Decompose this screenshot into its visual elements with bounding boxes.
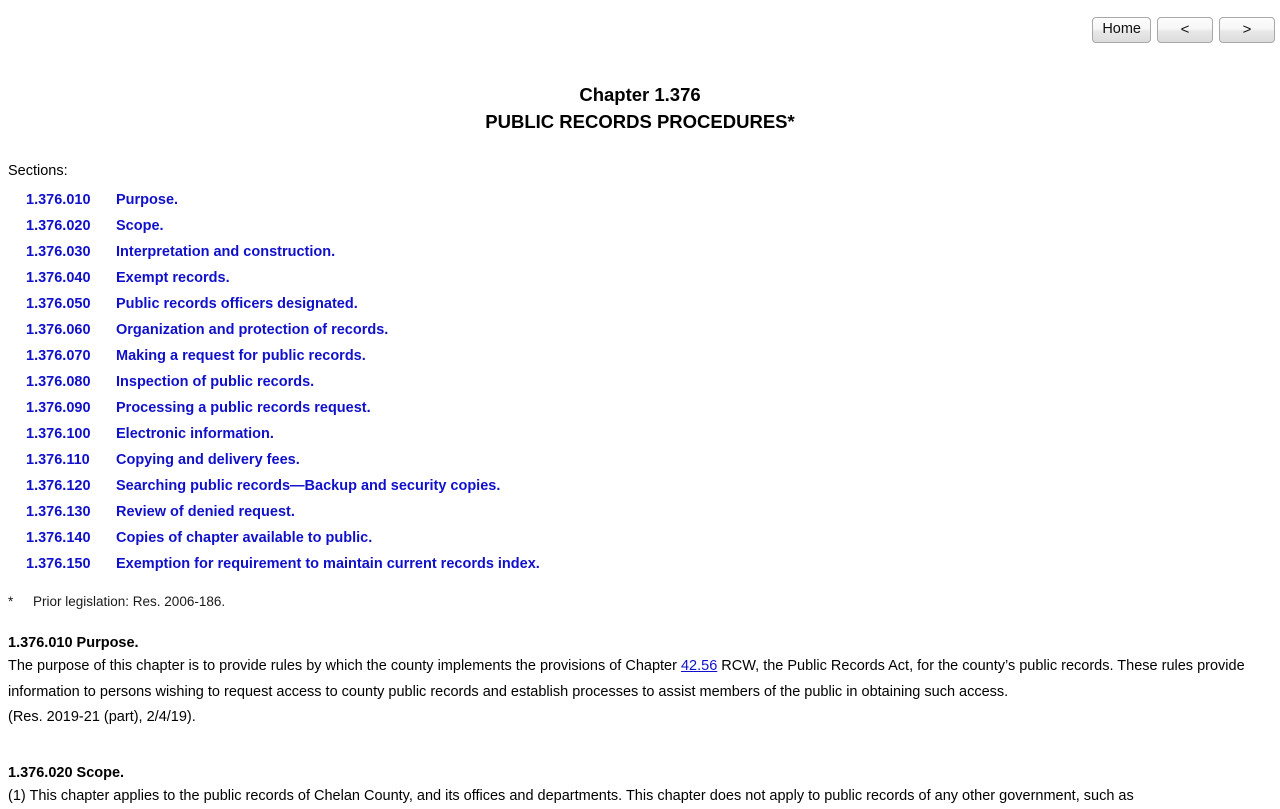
section-citation-1-376-010: (Res. 2019-21 (part), 2/4/19). <box>8 705 1272 731</box>
toc-number-link[interactable]: 1.376.130 <box>26 499 116 525</box>
paragraph-text-before-link: The purpose of this chapter is to provide rules by which the county implements the provisions of Chapter <box>8 658 681 674</box>
toc-number-link[interactable]: 1.376.030 <box>26 239 116 265</box>
toc-title-link[interactable]: Interpretation and construction. <box>116 239 335 265</box>
section-heading-1-376-010: 1.376.010 Purpose. <box>8 633 1272 654</box>
toc-number-link[interactable]: 1.376.120 <box>26 473 116 499</box>
toc-number-link[interactable]: 1.376.100 <box>26 421 116 447</box>
toc-row <box>8 317 1272 343</box>
toc-title-link[interactable]: Scope. <box>116 213 164 239</box>
toc-title-link[interactable]: Purpose. <box>116 187 178 213</box>
footnote <box>8 592 1272 611</box>
toc-title-link[interactable]: Exempt records. <box>116 265 230 291</box>
toc-number-link[interactable]: 1.376.050 <box>26 291 116 317</box>
toc-row <box>8 369 1272 395</box>
toc-title-link[interactable]: Organization and protection of records. <box>116 317 388 343</box>
toc-title-link[interactable]: Public records officers designated. <box>116 291 358 317</box>
toc-number-link[interactable]: 1.376.070 <box>26 343 116 369</box>
section-heading-1-376-020: 1.376.020 Scope. <box>8 763 1272 784</box>
footnote-marker: * <box>8 592 33 611</box>
sections-label: Sections: <box>8 162 1272 181</box>
section-paragraph-1-376-010 <box>8 654 1272 705</box>
chapter-number-title: Chapter 1.376 <box>0 82 1280 109</box>
top-navigation-bar <box>1092 17 1275 43</box>
toc-number-link[interactable]: 1.376.040 <box>26 265 116 291</box>
toc-row <box>8 447 1272 473</box>
document-title-block <box>0 82 1280 135</box>
toc-row <box>8 239 1272 265</box>
home-button[interactable]: Home <box>1092 17 1151 43</box>
toc-number-link[interactable]: 1.376.060 <box>26 317 116 343</box>
toc-number-link[interactable]: 1.376.020 <box>26 213 116 239</box>
toc-number-link[interactable]: 1.376.010 <box>26 187 116 213</box>
toc-row <box>8 473 1272 499</box>
next-page-button[interactable]: > <box>1219 17 1275 43</box>
section-spacer <box>8 731 1272 741</box>
paragraph-text-after-link: RCW, the Public Records Act, for the county’s public records. These rules provide information to persons wishing to request access to county public records and establish processes to assist members of the public in obtaining such access. <box>8 658 1245 700</box>
toc-title-link[interactable]: Making a request for public records. <box>116 343 366 369</box>
toc-row <box>8 343 1272 369</box>
toc-number-link[interactable]: 1.376.080 <box>26 369 116 395</box>
toc-title-link[interactable]: Review of denied request. <box>116 499 295 525</box>
toc-title-link[interactable]: Copies of chapter available to public. <box>116 525 372 551</box>
toc-title-link[interactable]: Copying and delivery fees. <box>116 447 300 473</box>
toc-number-link[interactable]: 1.376.140 <box>26 525 116 551</box>
toc-row <box>8 291 1272 317</box>
toc-title-link[interactable]: Inspection of public records. <box>116 369 314 395</box>
toc-number-link[interactable]: 1.376.150 <box>26 551 116 577</box>
rcw-42-56-link[interactable]: 42.56 <box>681 658 717 674</box>
toc-title-link[interactable]: Electronic information. <box>116 421 274 447</box>
toc-row <box>8 395 1272 421</box>
document-content <box>8 162 1272 809</box>
toc-title-link[interactable]: Searching public records—Backup and security copies. <box>116 473 500 499</box>
previous-page-button[interactable]: < <box>1157 17 1213 43</box>
toc-row <box>8 213 1272 239</box>
toc-row <box>8 421 1272 447</box>
toc-row <box>8 265 1272 291</box>
toc-number-link[interactable]: 1.376.090 <box>26 395 116 421</box>
toc-row <box>8 499 1272 525</box>
toc-row <box>8 551 1272 577</box>
toc-title-link[interactable]: Exemption for requirement to maintain current records index. <box>116 551 540 577</box>
toc-title-link[interactable]: Processing a public records request. <box>116 395 371 421</box>
toc-number-link[interactable]: 1.376.110 <box>26 447 116 473</box>
section-paragraph-1-376-020: (1) This chapter applies to the public records of Chelan County, and its offices and departments. This chapter does not apply to public records of any other government, such as <box>8 784 1272 809</box>
chapter-name-title: PUBLIC RECORDS PROCEDURES* <box>0 109 1280 136</box>
toc-row <box>8 525 1272 551</box>
toc-row <box>8 187 1272 213</box>
table-of-contents <box>8 187 1272 577</box>
footnote-text: Prior legislation: Res. 2006-186. <box>33 592 225 611</box>
